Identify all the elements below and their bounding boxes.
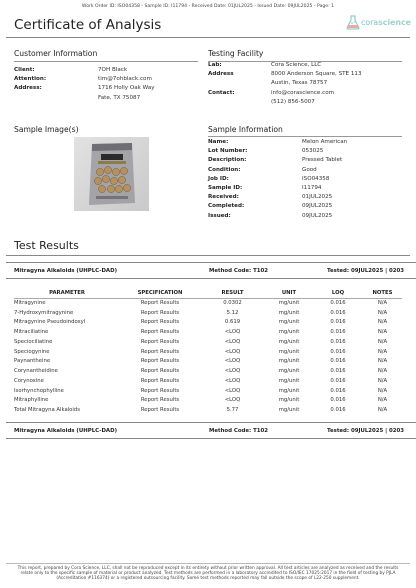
cell-unit: mg/unit [278,387,300,394]
facility-row-address-2 [208,79,362,88]
facility-row-address [208,70,362,79]
cell-unit: mg/unit [265,337,313,347]
cell-result: <LOQ [224,348,241,355]
received-value: 01JUL2025 [302,194,333,201]
table-row [14,337,402,347]
cell-loq: 0.016 [330,348,346,355]
column-header-specification: SPECIFICATION [137,290,183,297]
lot-number-value: 053025 [302,148,324,155]
method-bar-footer-bottom-rule [6,438,416,439]
cell-unit: mg/unit [265,376,313,386]
cell-parameter: Mitraciliatine [14,329,49,336]
table-row [14,405,402,415]
table-row [14,308,402,318]
cell-specification: Report Results [120,376,200,386]
cell-parameter: Speciociliatine [14,337,120,347]
facility-address-line1: 8000 Anderson Square, STE 113 [271,71,362,78]
cell-notes: N/A [377,329,388,336]
cell-notes: N/A [363,396,402,406]
cell-specification: Report Results [120,337,200,347]
lot-number-label: Lot Number: [208,148,248,155]
cell-specification: Report Results [140,387,180,394]
table-row [14,396,402,406]
sample-row-description [208,156,347,165]
cora-science-logo [346,15,411,30]
cell-parameter: 7-Hydroxymitragynine [14,309,74,316]
sample-name-value: Melon American [302,139,348,145]
cell-loq: 0.016 [313,337,363,347]
sample-fields [208,138,347,221]
cell-notes: N/A [363,357,402,367]
customer-heading: Customer Information [14,49,98,58]
sample-heading: Sample Information [208,125,283,134]
cell-loq: 0.016 [313,318,363,328]
facility-row-lab [208,61,362,70]
description-value: Pressed Tablet [302,157,343,164]
cell-result: <LOQ [224,329,241,336]
cell-loq: 0.016 [330,407,346,414]
cell-result: <LOQ [224,387,241,394]
cell-parameter: Mitragynine [14,298,120,308]
cell-unit: mg/unit [278,348,300,355]
cell-result: <LOQ [224,368,241,375]
customer-address-line1: 1716 Holly Oak Way [98,85,155,92]
method-bar-bottom-rule [6,278,416,279]
column-header-unit: UNIT [281,290,297,297]
footer-disclaimer: This report, prepared by Cora Science, LLC, shall not be reproduced except in its entirety without prior written approval. All test articles are analyzed as received and the results relate only to the specific sample of material or product analyzed. Test methods are performed in a laboratory accredited to ISO/IEC 17025:2017 in the field of testing by PJLA (Accreditation #116374) or a registered outsourcing facility. Some test methods reported may fall outside the scope of L22-250 supplement. [17,566,399,582]
table-row [14,376,402,386]
cell-notes: N/A [363,337,402,347]
cell-parameter: Corynoxine [14,376,120,386]
cell-unit: mg/unit [278,309,300,316]
table-row [14,366,402,376]
sample-row-sample-id [208,184,347,193]
images-heading: Sample Image(s) [14,125,79,134]
table-row [14,347,402,357]
sample-id-label: Sample ID: [208,185,243,192]
cell-parameter: Isorhynchophylline [14,387,64,394]
cell-parameter: Speciogynine [14,348,50,355]
customer-fields [14,66,155,103]
sample-row-job-id [208,175,347,184]
cell-loq: 0.016 [330,309,346,316]
results-header-row [14,289,402,298]
tested-date-footer: Tested: 09JUL2025 | 0203 [327,427,404,434]
sample-divider [208,136,402,137]
cell-parameter: Total Mitragyna Alkaloids [14,407,81,414]
cell-loq: 0.016 [330,387,346,394]
method-code: Method Code: T102 [209,267,269,274]
sample-row-received [208,193,347,202]
cell-result: <LOQ [200,376,265,386]
method-bar-top-rule [6,262,416,263]
cell-notes: N/A [377,407,388,414]
cell-parameter: Mitragynine Pseudoindoxyl [14,318,120,328]
cell-notes: N/A [363,318,402,328]
cell-specification: Report Results [140,329,180,336]
cell-unit: mg/unit [278,407,300,414]
logo-text-science: science [378,18,411,27]
test-results-divider [6,255,410,256]
method-name: Mitragyna Alkaloids (UHPLC-DAD) [14,267,118,274]
cell-result: <LOQ [200,357,265,367]
issued-label: Issued: [208,212,231,219]
table-row [14,386,402,396]
cell-specification: Report Results [120,318,200,328]
column-header-parameter: PARAMETER [49,290,85,297]
cell-specification: Report Results [120,357,200,367]
footer-divider [6,563,410,564]
header-topline: Work Order ID: ISO04358 - Sample ID: I11794 - Received Date: 01JUL2025 - Issued Date: 09JUL2025 - Page: 1 [81,4,335,9]
facility-address-label: Address [208,71,234,78]
facility-row-contact-2 [208,98,362,107]
facility-heading: Testing Facility [208,49,264,58]
column-header-loq: LOQ [331,290,345,297]
sample-bag-image [74,137,149,211]
cell-result: 5.12 [226,309,239,316]
cell-unit: mg/unit [265,396,313,406]
job-id-value: ISO04358 [302,175,330,182]
cell-parameter: Mitraphylline [14,396,120,406]
condition-value: Good [302,166,317,173]
cell-unit: mg/unit [265,357,313,367]
attention-value[interactable]: tim@7ohblack.com [98,76,152,83]
cell-specification: Report Results [120,298,200,308]
cell-loq: 0.016 [313,298,363,308]
table-row [14,318,402,328]
tested-date: Tested: 09JUL2025 | 0203 [327,267,404,274]
sample-name-label: Name: [208,139,229,145]
completed-value: 09JUL2025 [302,203,333,210]
cell-unit: mg/unit [265,318,313,328]
customer-row-address [14,84,155,93]
completed-label: Completed: [208,203,245,210]
client-label: Client: [14,67,35,73]
lab-label: Lab: [208,62,222,68]
cell-unit: mg/unit [278,368,300,375]
contact-phone: (512) 856-5007 [271,98,315,105]
cell-specification: Report Results [140,407,180,414]
received-label: Received: [208,194,239,201]
cell-notes: N/A [377,368,388,375]
customer-address-label: Address: [14,85,42,92]
job-id-label: Job ID: [208,175,229,182]
client-value: 7OH Black [98,67,128,73]
cell-result: 0.0302 [200,298,265,308]
customer-row-address-2 [14,94,155,103]
sample-row-name [208,138,347,147]
cell-unit: mg/unit [278,329,300,336]
cell-result: 5.77 [226,407,239,414]
results-table [14,289,402,415]
method-name-footer: Mitragyna Alkaloids (UHPLC-DAD) [14,427,118,434]
lab-value: Cora Science, LLC [271,62,322,68]
page-title: Certificate of Analysis [14,17,162,33]
cell-loq: 0.016 [313,376,363,386]
method-bar-footer [14,424,416,437]
cell-loq: 0.016 [330,368,346,375]
cell-loq: 0.016 [313,357,363,367]
facility-address-line2: Austin, Texas 78757 [271,80,328,87]
column-header-notes: NOTES [372,290,393,297]
flask-icon [346,15,360,30]
sample-id-value: I11794 [302,185,322,192]
contact-label: Contact: [208,89,235,96]
logo-text-cora: cora [361,18,379,27]
table-row [14,298,402,308]
sample-row-completed [208,202,347,211]
cell-notes: N/A [363,376,402,386]
cell-parameter: Paynantheine [14,357,120,367]
facility-fields [208,61,362,107]
cell-unit: mg/unit [265,298,313,308]
cell-loq: 0.016 [313,396,363,406]
customer-divider [14,61,198,62]
issued-value: 09JUL2025 [302,212,333,219]
table-row [14,357,402,367]
sample-photo [74,137,149,211]
customer-row-client [14,66,155,75]
title-divider [6,37,410,38]
sample-row-condition [208,166,347,175]
contact-email[interactable]: info@corascience.com [271,89,335,96]
test-results-heading: Test Results [14,239,79,252]
sample-row-issued [208,212,347,221]
condition-label: Condition: [208,166,241,173]
facility-row-contact [208,89,362,98]
column-header-result: RESULT [221,290,244,297]
cell-notes: N/A [377,348,388,355]
cell-notes: N/A [363,298,402,308]
cell-result: <LOQ [200,396,265,406]
sample-row-lot [208,147,347,156]
method-code-footer: Method Code: T102 [209,427,269,434]
cell-specification: Report Results [140,368,180,375]
method-bar-top [14,264,416,277]
cell-result: <LOQ [200,337,265,347]
cell-specification: Report Results [140,309,180,316]
customer-address-line2: Fate, TX 75087 [98,94,141,101]
method-bar-footer-top-rule [6,422,416,423]
cell-notes: N/A [377,309,388,316]
cell-notes: N/A [377,387,388,394]
customer-row-attention [14,75,155,84]
cell-loq: 0.016 [330,329,346,336]
table-row [14,327,402,337]
cell-parameter: Corynantheidine [14,368,58,375]
cell-specification: Report Results [120,396,200,406]
attention-label: Attention: [14,76,47,83]
cell-result: 0.619 [200,318,265,328]
description-label: Description: [208,157,247,164]
cell-specification: Report Results [140,348,180,355]
